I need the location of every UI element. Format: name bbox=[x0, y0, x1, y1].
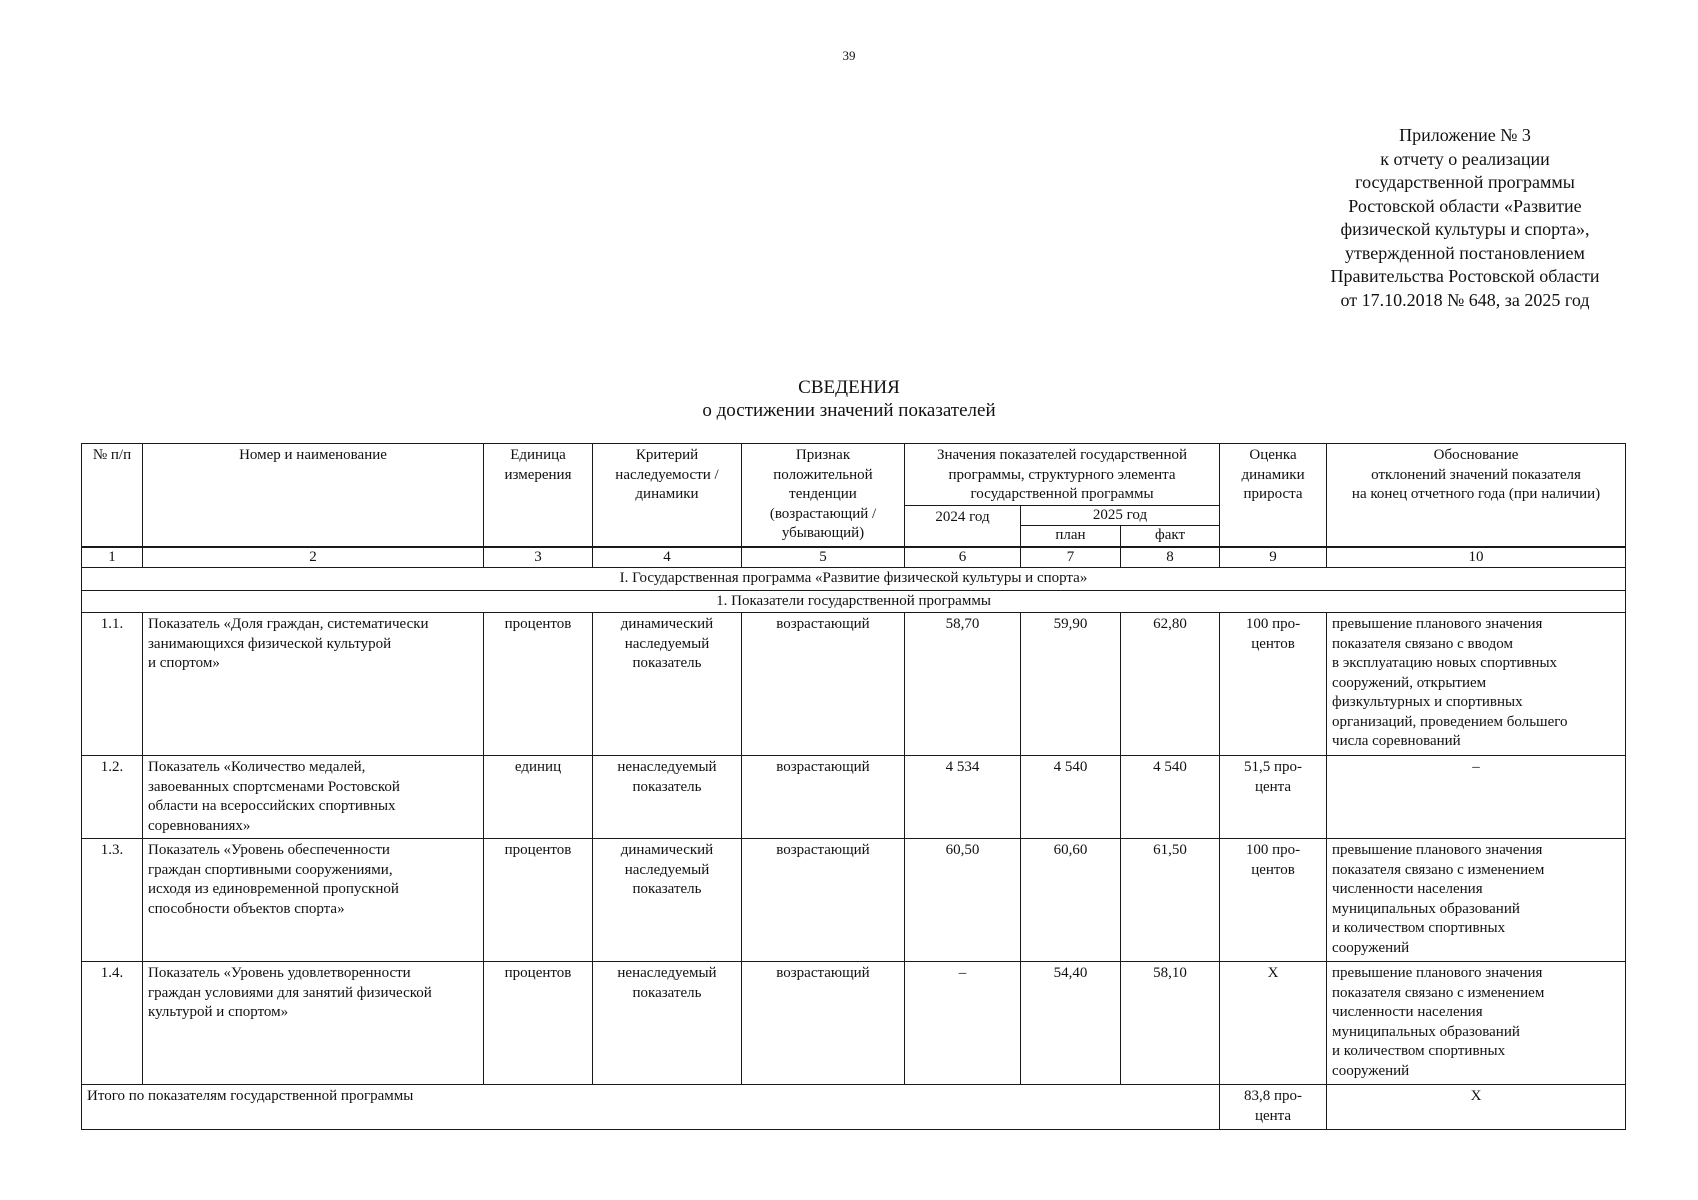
row-justification-line: в эксплуатацию новых спортивных bbox=[1332, 655, 1558, 671]
row-justification-line: показателя связано с вводом bbox=[1332, 635, 1513, 652]
row-plan: 60,60 bbox=[1021, 839, 1121, 962]
row-justification bbox=[1327, 613, 1626, 756]
row-plan: 59,90 bbox=[1021, 613, 1121, 756]
section-program: I. Государственная программа «Развитие физической культуры и спорта» bbox=[82, 568, 1626, 591]
row-justification-line: сооружений bbox=[1332, 1062, 1410, 1079]
row-justification-line: превышение планового значения bbox=[1332, 616, 1543, 632]
total-justification: Х bbox=[1327, 1085, 1626, 1130]
page-number: 39 bbox=[842, 48, 856, 63]
header-criterion-line: Критерий bbox=[635, 447, 699, 463]
row-justification bbox=[1327, 756, 1626, 839]
section-indicators-row bbox=[82, 590, 1626, 613]
document-title: СВЕДЕНИЯ bbox=[798, 377, 900, 398]
row-criterion-line: ненаследуемый bbox=[617, 759, 717, 775]
header-name: Номер и наименование bbox=[143, 444, 484, 547]
row-justification-line: превышение планового значения bbox=[1332, 965, 1543, 981]
row-justification-line: показателя связано с изменением bbox=[1332, 861, 1545, 878]
appendix-line: Ростовской области «Развитие bbox=[1348, 195, 1582, 216]
header-fact: факт bbox=[1121, 526, 1220, 547]
row-justification-line: и количеством спортивных bbox=[1332, 920, 1506, 936]
appendix-note bbox=[1300, 124, 1630, 312]
row-plan: 54,40 bbox=[1021, 962, 1121, 1085]
row-criterion-line: динамический bbox=[620, 842, 714, 858]
row-trend: возрастающий bbox=[742, 839, 905, 962]
row-justification-line: численности населения bbox=[1332, 1004, 1483, 1020]
column-number: 7 bbox=[1021, 547, 1121, 568]
table-row bbox=[82, 962, 1626, 1085]
row-name-line: Показатель «Уровень обеспеченности bbox=[148, 842, 390, 858]
row-num: 1.1. bbox=[82, 613, 143, 756]
document-subtitle: о достижении значений показателей bbox=[702, 400, 996, 421]
total-row bbox=[82, 1085, 1626, 1130]
column-number: 1 bbox=[82, 547, 143, 568]
row-criterion-line: показатель bbox=[632, 655, 702, 671]
row-value-2024: 4 534 bbox=[905, 756, 1021, 839]
row-justification-line: показателя связано с изменением bbox=[1332, 984, 1545, 1001]
document-heading bbox=[0, 376, 1698, 422]
header-row bbox=[82, 444, 1626, 506]
row-name-line: Показатель «Доля граждан, систематически bbox=[148, 616, 429, 632]
column-number: 9 bbox=[1220, 547, 1327, 568]
row-plan: 4 540 bbox=[1021, 756, 1121, 839]
row-name-line: Показатель «Уровень удовлетворенности bbox=[148, 965, 411, 981]
row-criterion-line: показатель bbox=[632, 778, 702, 795]
header-rating bbox=[1220, 444, 1327, 547]
row-name-line: соревнованиях» bbox=[148, 817, 251, 834]
column-number: 10 bbox=[1327, 547, 1626, 568]
row-name-line: граждан спортивными сооружениями, bbox=[148, 861, 393, 878]
row-rating-line: центов bbox=[1251, 861, 1295, 878]
header-unit-line: Единица bbox=[510, 447, 566, 463]
row-criterion-line: показатель bbox=[632, 984, 702, 1001]
row-fact: 61,50 bbox=[1121, 839, 1220, 962]
row-justification-line: муниципальных образований bbox=[1332, 900, 1520, 917]
row-name bbox=[143, 756, 484, 839]
row-justification-line: сооружений, открытием bbox=[1332, 674, 1487, 691]
row-num: 1.3. bbox=[82, 839, 143, 962]
column-number: 2 bbox=[143, 547, 484, 568]
header-justification bbox=[1327, 444, 1626, 547]
header-unit-line: измерения bbox=[504, 466, 572, 483]
row-unit: процентов bbox=[484, 962, 593, 1085]
header-justification-line: на конец отчетного года (при наличии) bbox=[1351, 486, 1601, 502]
header-trend-line: тенденции bbox=[789, 486, 857, 502]
appendix-line: от 17.10.2018 № 648, за 2025 год bbox=[1340, 289, 1590, 310]
header-num: № п/п bbox=[82, 444, 143, 547]
column-number: 4 bbox=[593, 547, 742, 568]
total-label: Итого по показателям государственной программы bbox=[82, 1085, 1220, 1130]
row-justification-line: сооружений bbox=[1332, 939, 1410, 956]
table-row bbox=[82, 756, 1626, 839]
row-name bbox=[143, 962, 484, 1085]
row-value-2024: 60,50 bbox=[905, 839, 1021, 962]
row-justification bbox=[1327, 839, 1626, 962]
header-unit bbox=[484, 444, 593, 547]
header-trend-line: Признак bbox=[795, 447, 851, 463]
row-justification-line: организаций, проведением большего bbox=[1332, 713, 1568, 730]
row-criterion bbox=[593, 613, 742, 756]
header-values-line: программы, структурного элемента bbox=[948, 466, 1176, 483]
row-criterion-line: динамический bbox=[620, 616, 714, 632]
header-rating-line: динамики bbox=[1241, 466, 1305, 483]
row-justification-line: числа соревнований bbox=[1332, 733, 1461, 749]
row-rating-line: 100 про- bbox=[1245, 616, 1301, 632]
header-plan: план bbox=[1021, 526, 1121, 547]
row-rating-line: цента bbox=[1254, 778, 1292, 795]
row-justification-line: физкультурных и спортивных bbox=[1332, 694, 1523, 710]
row-unit: процентов bbox=[484, 613, 593, 756]
indicators-table bbox=[81, 443, 1626, 1130]
header-values-group bbox=[905, 444, 1220, 506]
row-name-line: способности объектов спорта» bbox=[148, 900, 345, 917]
section-indicators: 1. Показатели государственной программы bbox=[82, 590, 1626, 613]
row-criterion bbox=[593, 962, 742, 1085]
row-name bbox=[143, 613, 484, 756]
appendix-line: Правительства Ростовской области bbox=[1330, 266, 1600, 286]
table-row bbox=[82, 839, 1626, 962]
table-row bbox=[82, 613, 1626, 756]
row-name-line: Показатель «Количество медалей, bbox=[148, 759, 366, 775]
header-criterion-line: наследуемости / bbox=[615, 466, 719, 483]
row-name-line: граждан условиями для занятий физической bbox=[148, 984, 432, 1001]
header-year-2025: 2025 год bbox=[1021, 505, 1220, 526]
row-trend: возрастающий bbox=[742, 613, 905, 756]
row-justification-line: превышение планового значения bbox=[1332, 842, 1543, 858]
row-rating-line: Х bbox=[1267, 965, 1279, 981]
row-justification-line: и количеством спортивных bbox=[1332, 1043, 1506, 1059]
column-number: 3 bbox=[484, 547, 593, 568]
row-criterion-line: наследуемый bbox=[624, 635, 710, 652]
appendix-line: физической культуры и спорта», bbox=[1340, 219, 1590, 239]
row-unit: процентов bbox=[484, 839, 593, 962]
row-name-line: завоеванных спортсменами Ростовской bbox=[148, 778, 400, 795]
row-name bbox=[143, 839, 484, 962]
row-criterion-line: наследуемый bbox=[624, 861, 710, 878]
row-fact: 62,80 bbox=[1121, 613, 1220, 756]
row-value-2024: – bbox=[905, 962, 1021, 1085]
row-criterion bbox=[593, 756, 742, 839]
header-year-2024: 2024 год bbox=[905, 505, 1021, 547]
row-rating bbox=[1220, 839, 1327, 962]
header-trend-line: убывающий) bbox=[781, 525, 865, 541]
row-rating bbox=[1220, 756, 1327, 839]
appendix-line: Приложение № 3 bbox=[1399, 125, 1531, 145]
row-justification-line: – bbox=[1472, 759, 1480, 775]
row-criterion-line: ненаследуемый bbox=[617, 965, 717, 981]
row-name-line: занимающихся физической культурой bbox=[148, 635, 392, 652]
header-rating-line: прироста bbox=[1243, 486, 1303, 502]
row-name-line: исходя из единовременной пропускной bbox=[148, 881, 399, 897]
appendix-line: утвержденной постановлением bbox=[1345, 242, 1585, 263]
header-criterion-line: динамики bbox=[635, 486, 699, 502]
total-rating bbox=[1220, 1085, 1327, 1130]
row-unit: единиц bbox=[484, 756, 593, 839]
header-trend-line: положительной bbox=[773, 466, 873, 483]
appendix-line: государственной программы bbox=[1355, 172, 1575, 192]
row-rating-line: 51,5 про- bbox=[1244, 759, 1303, 775]
row-criterion-line: показатель bbox=[632, 881, 702, 897]
header-criterion bbox=[593, 444, 742, 547]
row-trend: возрастающий bbox=[742, 962, 905, 1085]
row-name-line: культурой и спортом» bbox=[148, 1004, 289, 1020]
row-num: 1.4. bbox=[82, 962, 143, 1085]
total-rating-line: 83,8 про- bbox=[1244, 1088, 1303, 1104]
row-rating bbox=[1220, 613, 1327, 756]
column-numbers-row bbox=[82, 547, 1626, 568]
total-rating-line: цента bbox=[1254, 1107, 1292, 1124]
header-justification-line: отклонений значений показателя bbox=[1371, 466, 1581, 483]
row-fact: 58,10 bbox=[1121, 962, 1220, 1085]
column-number: 6 bbox=[905, 547, 1021, 568]
section-program-row bbox=[82, 568, 1626, 591]
appendix-line: к отчету о реализации bbox=[1380, 148, 1550, 169]
row-name-line: области на всероссийских спортивных bbox=[148, 798, 396, 814]
header-justification-line: Обоснование bbox=[1433, 447, 1519, 463]
row-justification bbox=[1327, 962, 1626, 1085]
header-trend bbox=[742, 444, 905, 547]
column-number: 8 bbox=[1121, 547, 1220, 568]
row-trend: возрастающий bbox=[742, 756, 905, 839]
header-trend-line: (возрастающий / bbox=[769, 505, 877, 522]
row-rating bbox=[1220, 962, 1327, 1085]
row-justification-line: муниципальных образований bbox=[1332, 1023, 1520, 1040]
row-criterion bbox=[593, 839, 742, 962]
header-values-line: государственной программы bbox=[970, 486, 1154, 502]
row-rating-line: 100 про- bbox=[1245, 842, 1301, 858]
row-fact: 4 540 bbox=[1121, 756, 1220, 839]
row-value-2024: 58,70 bbox=[905, 613, 1021, 756]
row-rating-line: центов bbox=[1251, 635, 1295, 652]
header-rating-line: Оценка bbox=[1249, 447, 1297, 463]
header-values-line: Значения показателей государственной bbox=[937, 447, 1187, 463]
row-num: 1.2. bbox=[82, 756, 143, 839]
row-justification-line: численности населения bbox=[1332, 881, 1483, 897]
column-number: 5 bbox=[742, 547, 905, 568]
row-name-line: и спортом» bbox=[148, 655, 220, 671]
